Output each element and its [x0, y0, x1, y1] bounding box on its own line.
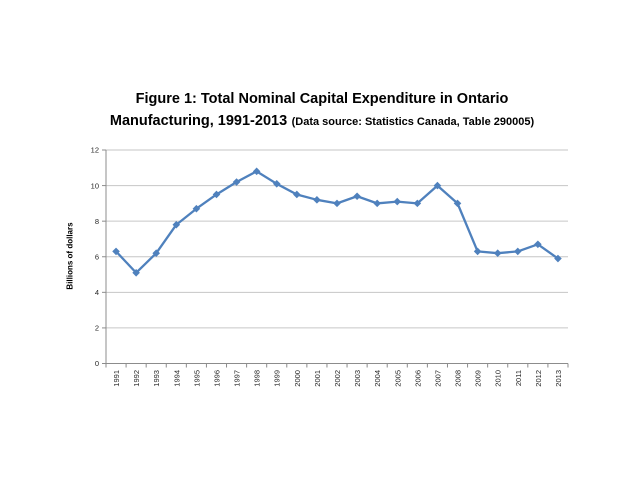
x-tick-label: 1991: [112, 370, 122, 387]
x-tick-label: 2004: [373, 370, 383, 387]
y-tick-label: 12: [90, 145, 99, 155]
data-point-marker: [494, 249, 502, 257]
data-point-marker: [393, 198, 401, 206]
x-tick-label: 2005: [393, 370, 403, 387]
series-line: [116, 171, 558, 272]
x-tick-label: 2013: [553, 370, 563, 387]
x-tick-label: 2001: [312, 370, 322, 387]
y-tick-label: 8: [94, 216, 99, 226]
chart-title-main: Figure 1: Total Nominal Capital Expenditure in Ontario Manufacturing, 1991-2013: [109, 91, 509, 130]
x-tick-label: 2011: [513, 370, 523, 387]
x-tick-label: 1997: [232, 370, 242, 387]
x-tick-label: 1998: [252, 370, 262, 387]
x-tick-label: 1995: [192, 370, 202, 387]
x-tick-label: 2009: [473, 370, 483, 387]
data-point-marker: [514, 248, 522, 256]
x-tick-label: 1992: [132, 370, 142, 387]
x-tick-label: 1993: [152, 370, 162, 387]
x-tick-label: 2002: [333, 370, 342, 387]
chart-title-source: (Data source: Statistics Canada, Table 290005): [291, 116, 535, 129]
x-tick-label: 2000: [292, 370, 302, 387]
data-point-marker: [353, 192, 361, 200]
x-tick-label: 2003: [353, 370, 363, 387]
x-tick-label: 1994: [172, 370, 182, 387]
x-tick-label: 1996: [212, 370, 222, 387]
data-point-marker: [373, 200, 381, 208]
y-tick-label: 4: [94, 288, 99, 298]
data-point-marker: [313, 196, 321, 204]
x-tick-label: 2006: [413, 370, 423, 387]
y-axis-title: Billions of dollars: [65, 222, 75, 290]
x-tick-label: 2012: [533, 370, 543, 387]
y-tick-label: 10: [90, 181, 99, 191]
data-point-marker: [333, 200, 341, 208]
x-tick-label: 2008: [453, 370, 463, 387]
x-tick-label: 2010: [493, 370, 503, 387]
y-tick-label: 0: [94, 359, 99, 369]
y-tick-label: 6: [94, 252, 99, 262]
y-tick-label: 2: [94, 323, 99, 333]
data-point-marker: [474, 248, 482, 256]
x-tick-label: 1999: [272, 370, 282, 387]
x-tick-label: 2007: [433, 370, 443, 387]
